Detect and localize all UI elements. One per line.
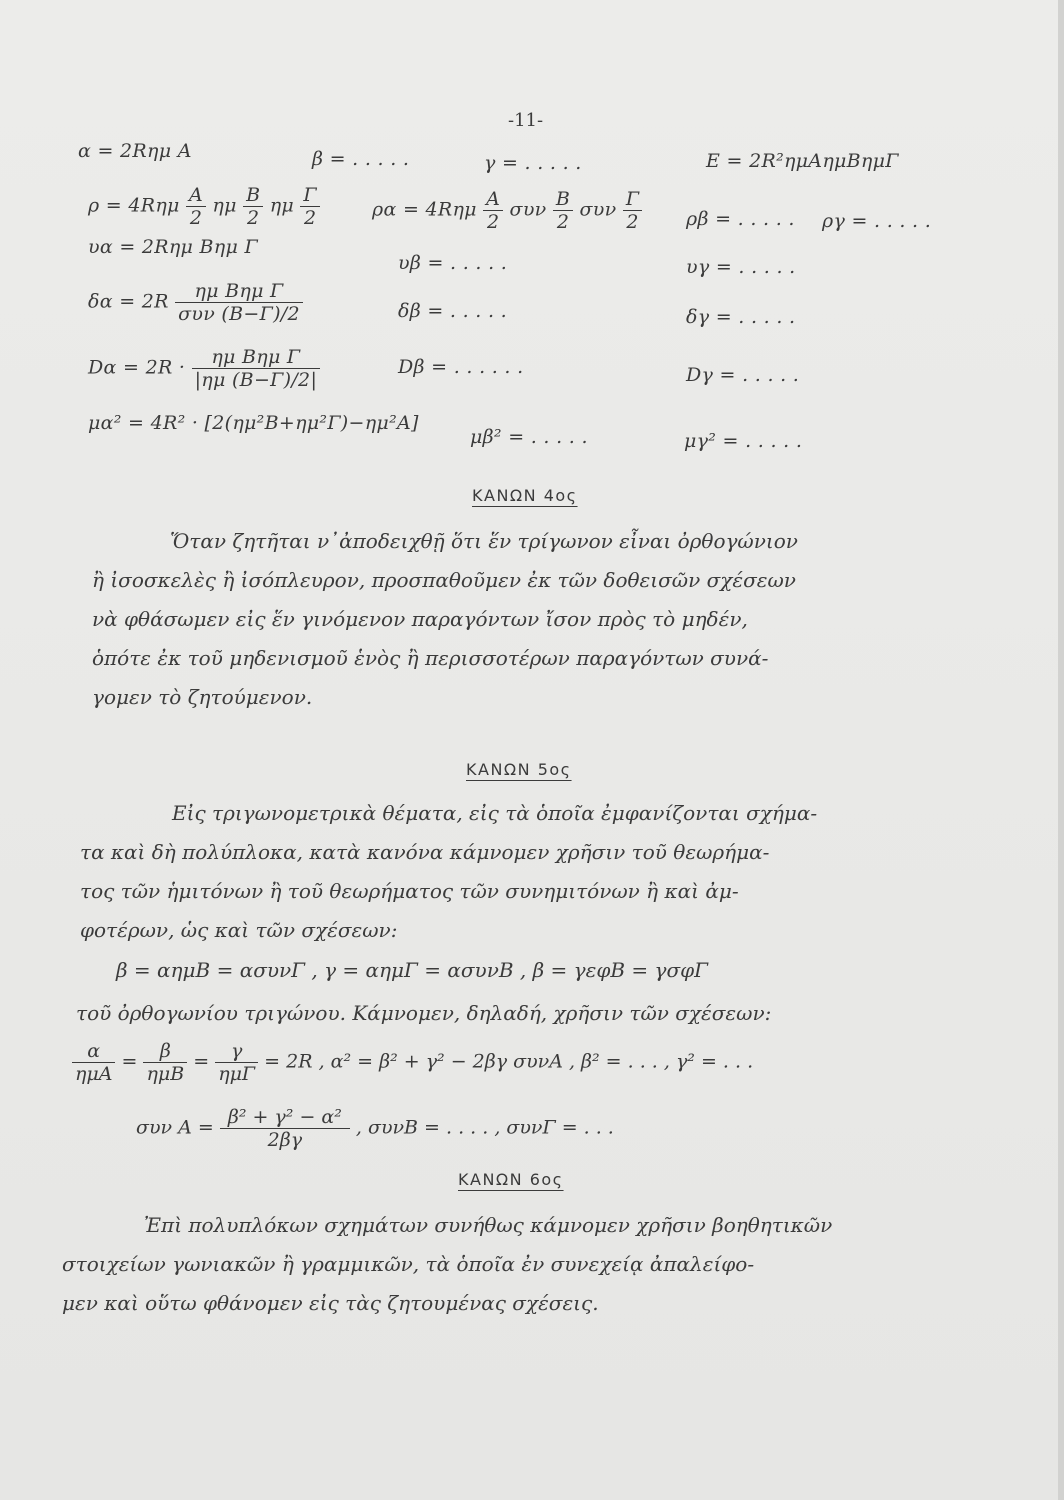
fraction: $\frac{\gamma}{\text{ημΓ}}$ (215, 1040, 258, 1085)
rule5-paragraph (80, 794, 817, 950)
rule4-paragraph (92, 522, 798, 717)
formula-rho-a: ρα = 4Rημ $\frac{A}{2}$ συν $\frac{B}{2}$ συν $\frac{\Gamma}{2}$ (372, 188, 642, 233)
fraction: $\frac{B}{2}$ (243, 184, 263, 229)
rule5-line-1: Εἰς τριγωνομετρικὰ θέματα, εἰς τὰ ὁποῖα ἐμφανίζονται σχήμα- (172, 801, 818, 825)
rule4-line-3: νὰ φθάσωμεν εἰς ἕν γινόμενον παραγόντων ἴσον πρὸς τὸ μηδέν, (92, 607, 748, 631)
rule4-line-4: ὁπότε ἐκ τοῦ μηδενισμοῦ ἑνὸς ἢ περισσοτέρων παραγόντων συνά- (92, 646, 769, 670)
rule4-line-1: Ὅταν ζητῆται ν᾽ἀποδειχθῇ ὅτι ἕν τρίγωνον εἶναι ὀρθογώνιον (170, 529, 798, 553)
formula-D-a: Dα = 2R · $\frac{\text{ημ Bημ Γ}}{|\eta\mu (B-\Gamma)/2|}$ (88, 346, 320, 391)
formula-a: α = 2Rημ A (78, 140, 192, 162)
rule4-line-2: ἢ ἰσοσκελὲς ἢ ἰσόπλευρον, προσπαθοῦμεν ἐκ τῶν δοθεισῶν σχέσεων (92, 568, 796, 592)
formula-mu-c: μγ² = . . . . . (684, 430, 803, 452)
formula-rho: ρ = 4Rημ $\frac{A}{2}$ ημ $\frac{B}{2}$ ημ $\frac{\Gamma}{2}$ (88, 184, 320, 229)
rule4-heading: ΚΑΝΩΝ 4ος (472, 486, 578, 505)
fraction: $\frac{\Gamma}{2}$ (300, 184, 319, 229)
formula-d-c: δγ = . . . . . (686, 306, 796, 328)
page-edge-shadow (1058, 0, 1064, 1500)
rule5-line-4: φοτέρων, ὡς καὶ τῶν σχέσεων: (80, 918, 398, 942)
rule6-line-2: στοιχείων γωνιακῶν ἢ γραμμικῶν, τὰ ὁποῖα ἐν συνεχείᾳ ἀπαλείφο- (62, 1252, 755, 1276)
fraction: $\frac{\text{ημ Bημ Γ}}{\text{συν (B−Γ)/2}}$ (175, 280, 303, 325)
rule6-heading: ΚΑΝΩΝ 6ος (458, 1170, 564, 1189)
formula-u-a: υα = 2Rημ Bημ Γ (88, 236, 258, 258)
formula-D-c: Dγ = . . . . . (686, 364, 800, 386)
law-of-sines-equation: $\frac{\alpha}{\text{ημA}}$ = $\frac{\beta}{\text{ημB}}$ = $\frac{\gamma}{\text{ημΓ}}$ = 2R , α² = β² + γ² − 2βγ συνA , β² = . . . , γ² = . . . (72, 1040, 753, 1085)
formula-area: E = 2R²ημAημBημΓ (706, 150, 899, 172)
fraction: $\frac{A}{2}$ (483, 188, 503, 233)
formula-d-b: δβ = . . . . . (398, 300, 507, 322)
fraction: $\frac{B}{2}$ (553, 188, 573, 233)
formula-u-b: υβ = . . . . . (398, 252, 508, 274)
formula-mu-b: μβ² = . . . . . (470, 426, 588, 448)
formula-b: β = . . . . . (312, 148, 410, 170)
cosine-equation: συν A = $\frac{\text{β² + γ² − α²}}{2\beta\gamma}$ , συνB = . . . . , συνΓ = . . . (136, 1106, 614, 1151)
rule6-line-1: Ἐπὶ πολυπλόκων σχημάτων συνήθως κάμνομεν χρῆσιν βοηθητικῶν (144, 1213, 833, 1237)
fraction: $\frac{\text{β² + γ² − α²}}{2\beta\gamma}$ (220, 1106, 350, 1151)
fraction: $\frac{\beta}{\text{ημB}}$ (143, 1040, 187, 1085)
rule6-line-3: μεν καὶ οὕτω φθάνομεν εἰς τὰς ζητουμένας σχέσεις. (62, 1291, 599, 1315)
formula-mu-a: μα² = 4R² · [2(ημ²B+ημ²Γ)−ημ²A] (88, 412, 419, 434)
fraction: $\frac{\text{ημ Bημ Γ}}{|\eta\mu (B-\Gamma)/2|}$ (192, 346, 321, 391)
rule5-line-3: τος τῶν ἡμιτόνων ἢ τοῦ θεωρήματος τῶν συνημιτόνων ἢ καὶ ἀμ- (80, 879, 739, 903)
fraction: $\frac{A}{2}$ (186, 184, 206, 229)
formula-u-c: υγ = . . . . . (686, 256, 796, 278)
right-triangle-relations: β = αημB = ασυνΓ , γ = αημΓ = ασυνB , β = γεφB = γσφΓ (116, 958, 709, 982)
formula-c: γ = . . . . . (484, 152, 582, 174)
rule5-line-2: τα καὶ δὴ πολύπλοκα, κατὰ κανόνα κάμνομεν χρῆσιν τοῦ θεωρήμα- (80, 840, 770, 864)
formula-D-b: Dβ = . . . . . . (398, 356, 524, 378)
rule5-line-after: τοῦ ὀρθογωνίου τριγώνου. Κάμνομεν, δηλαδή, χρῆσιν τῶν σχέσεων: (76, 1001, 772, 1025)
formula-rho-b: ρβ = . . . . . (686, 208, 795, 230)
formula-d-a: δα = 2R $\frac{\text{ημ Bημ Γ}}{\text{συν (B−Γ)/2}}$ (88, 280, 303, 325)
rule5-heading: ΚΑΝΩΝ 5ος (466, 760, 572, 779)
fraction: $\frac{\alpha}{\text{ημA}}$ (72, 1040, 115, 1085)
fraction: $\frac{\Gamma}{2}$ (623, 188, 642, 233)
formula-rho-c: ργ = . . . . . (822, 210, 932, 232)
rule4-line-5: γομεν τὸ ζητούμενον. (92, 685, 313, 709)
rule6-paragraph (62, 1206, 832, 1323)
page-number: -11- (508, 110, 544, 131)
